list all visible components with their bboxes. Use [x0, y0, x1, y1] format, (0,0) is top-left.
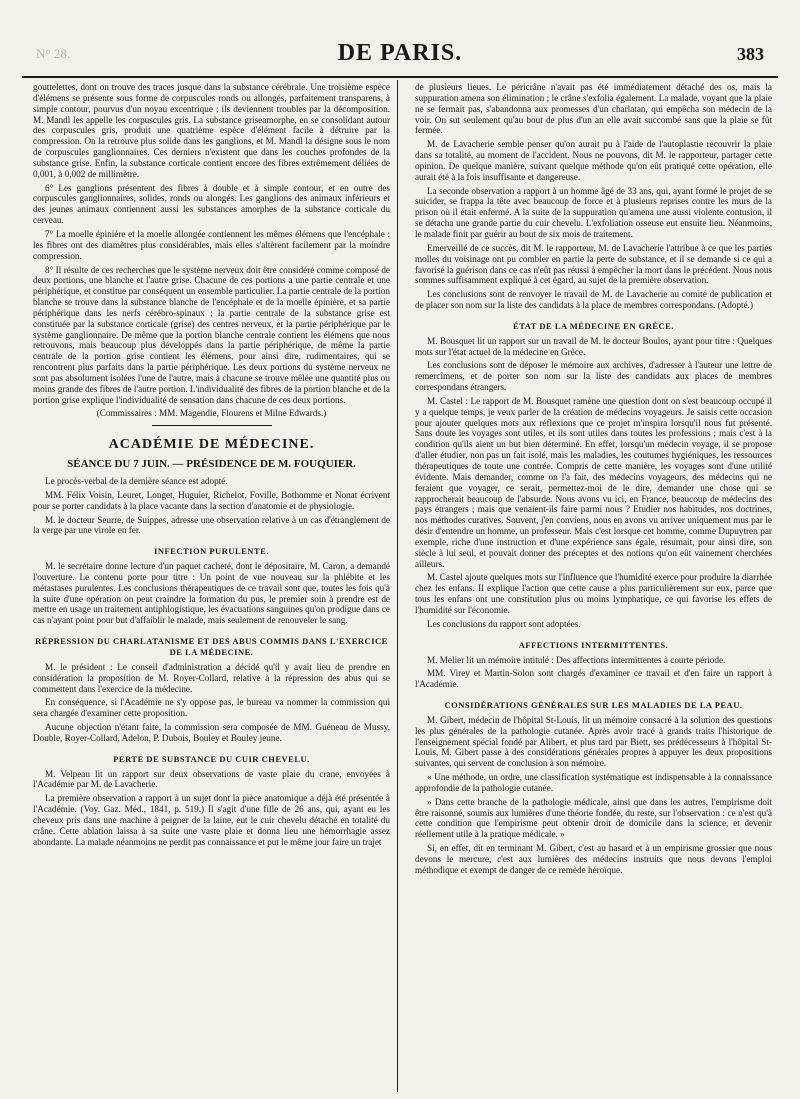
- paragraph: Les conclusions sont de renvoyer le travail de M. de Lavacherie au comité de publication et de placer son nom sur la liste des candidats à la place de membres correspondans. (Adopté.): [415, 289, 772, 311]
- issue-number: N° 28.: [36, 46, 71, 61]
- paragraph: Aucune objection n'étant faite, la commission sera composée de MM. Guéneau de Mussy, Double, Royer-Collard, Adelon, P. Dubois, Bouley et Bouley jeune.: [33, 722, 390, 743]
- paragraph: Si, en effet, dit en terminant M. Gibert, c'est au hasard et à un empirisme grossier que nous devons le mercure, c'est aux lumières des médecins instruits que nous devons l'emploi méthodique et exempt de danger de ce remède héroïque.: [415, 843, 772, 875]
- paragraph: M. Velpeau lit un rapport sur deux observations de vaste plaie du crane, envoyées à l'Académie par M. de Lavacherie.: [33, 768, 390, 790]
- paragraph: Les conclusions sont de déposer le mémoire aux archives, d'adresser à l'auteur une lettre de remercîmens, et de porter son nom sur la liste des candidats aux places de membres correspondans étrangers.: [415, 360, 772, 393]
- masthead: [20, 40, 780, 74]
- paragraph: M. Castel ajoute quelques mots sur l'influence que l'humidité exerce pour produire la diarrhée chez les enfans. Il explique l'action que cette cause a plus particulièrement sur eux, parce que tous les enfans ont une constitution plus ou moins lymphatique, ce qui favorise les effets de l'humidité sur l'économie.: [415, 572, 772, 615]
- header-rule: [22, 76, 778, 78]
- newspaper-title: DE PARIS.: [337, 40, 463, 66]
- section-heading: PERTE DE SUBSTANCE DU CUIR CHEVELU.: [113, 753, 310, 764]
- paragraph: de plusieurs lieues. Le péricrâne n'avait pas été immédiatement détaché des os, mais la suppuration amena son élimination ; le crâne s'exfolia également. La malade, voyant que la plaie ne se fermait pas, s'abandonna aux promesses d'un charlatan, qui empêcha son médecin de la voir. On sut seulement qu'au bout de plus d'un an elle avait succombé sans que la plaie se fût fermée.: [415, 82, 772, 136]
- paragraph: M. le secrétaire donne lecture d'un paquet cacheté, dont le dépositaire, M. Caron, a demandé l'ouverture. Le contenu porte pour titre : Un point de vue nouveau sur la phlébite et les métastases purulentes. Les conclusions thérapeutiques de ce travail sont que, toutes les fois qu'à la suite d'une opération on peut craindre la formation du pus, le premier soin à prendre est de mettre en usage un traitement antiphlogistique, les évacuations sanguines qu'on prodigue dans ce cas n'ayant point pour but d'affaiblir le malade, mais seulement de renouveler le sang.: [33, 561, 390, 626]
- paragraph: gouttelettes, dont on trouve des traces jusque dans la substance cérébrale. Une troisième espèce d'élémens se présente sous forme de corpuscules ronds ou allongés, parfaitement transparens, à simple contour, pourvus d'un noyau excentrique ; ils deviennent troubles par la décomposition. M. Mandl les appelle les corpuscules gris. La substance griseamorphe, en se consolidant autour des corpuscules gris, produit une quatrième espèce d'élément facile à détruire par la compression. On la retrouve plus solide dans les ganglions, et M. Mandl la désigne sous le nom de corpuscules ganglionnaires. Ces derniers n'existent que dans les couches profondes de la substance grise. Enfin, la substance corticale contient encore des fibres extrêmement déliées de 0,001, à 0,002 de millimètre.: [33, 82, 390, 179]
- section-divider: [152, 425, 272, 426]
- section-heading: INFECTION PURULENTE.: [154, 546, 269, 557]
- left-column: [33, 82, 390, 1092]
- paragraph: M. Castel : Le rapport de M. Bousquet ramène une question dont on s'est beaucoup occupé il y a quelque temps, je veux parler de la création de médecins voyageurs. Je saisis cette occasion pour ajouter quelques mots aux réflexions que ce projet m'inspira lorsqu'il nous fut présenté. Sans doute les voyages sont utiles, et ils sont utiles dans toutes les professions ; mais c'est à la condition qu'ils aient un but bien déterminé. En effet, lorsqu'un médecin voyage, il se propose d'aller étudier, non pas un fait isolé, mais les maladies, les coutumes hygiéniques, les ressources thérapeutiques de toute une contrée. Compris de cette manière, les voyages sont d'une utilité évidente. Mais demander, comme on l'a fait, des médecins voyageurs, des médecins qui ne feraient que voyager, ce serait, permettez-moi de le dire, demander une chose qui se rapprocherait beaucoup de l'absurde. Nous avons vu ici, en France, beaucoup de médecins des pays étrangers ; mais que venaient-ils faire parmi nous ? Etudier nos habitudes, nos doctrines, nos méthodes curatives. Souvent, j'en conviens, nous en avons vu arriver uniquement mus par le désir d'entendre un homme, un professeur. Mais c'est lorsque cet homme, comme Dupuytren par exemple, riche d'une instruction et d'une expérience sans égale, résumait, pour ainsi dire, son siècle à lui seul, et pouvait donner des préceptes et des notions qu'on eût vainement cherchées ailleurs.: [415, 395, 772, 569]
- paragraph: La seconde observation a rapport à un homme âgé de 33 ans, qui, ayant formé le projet de se suicider, se frappa la tête avec beaucoup de force et à plusieurs reprises contre les murs de la prison où il était enfermé. A la suite de la suppuration qu'amena une aussi violente contusion, il se détacha une grande partie du cuir chevelu. L'exfoliation osseuse eut ensuite lieu. Néanmoins, le malade finit par guérir au bout de six mois de traitement.: [415, 185, 772, 239]
- paragraph: MM. Virey et Martin-Solon sont chargés d'examiner ce travail et d'en faire un rapport à l'Académie.: [415, 668, 772, 690]
- section-heading: RÉPRESSION DU CHARLATANISME ET DES ABUS COMMIS DANS L'EXERCICE DE LA MÉDECINE.: [35, 636, 388, 657]
- session-heading: SÉANCE DU 7 JUIN. — PRÉSIDENCE DE M. FOUQUIER.: [67, 458, 356, 471]
- section-heading: CONSIDÉRATIONS GÉNÉRALES SUR LES MALADIES DE LA PEAU.: [444, 700, 743, 711]
- paragraph: M. Melier lit un mémoire intitulé : Des affections intermittentes à courte période.: [427, 654, 726, 665]
- right-column: [415, 82, 772, 1092]
- section-heading: AFFECTIONS INTERMITTENTES.: [518, 639, 669, 650]
- paragraph: La première observation a rapport à un sujet dont la pièce anatomique a déjà été présentée à l'Académie. (Voy. Gaz. Méd., 1841, p. 519.) Il s'agit d'une fille de 26 ans, qui, ayant eu les cheveux pris dans une machine à peigner de la laine, eut le cuir chevelu détaché en totalité du crâne. Cette ablation laissa à sa suite une vaste plaie et donna lieu une hémorrhagie assez abondante. La malade néanmoins ne perdit pas connaissance et put le même jour faire un trajet: [33, 793, 390, 847]
- paragraph: 7° La moelle épinière et la moelle allongée contiennent les mêmes élémens que l'encéphale : les fibres ont des diamètres plus considérables, mais elles s'altèrent facilement par la moindre compression.: [33, 228, 390, 261]
- paragraph: « Une méthode, un ordre, une classification systématique est indispensable à la connaissance approfondie de la pathologie cutanée.: [415, 772, 772, 793]
- academy-heading: ACADÉMIE DE MÉDECINE.: [108, 437, 315, 453]
- paragraph: En conséquence, si l'Académie ne s'y oppose pas, le bureau va nommer la commission qui sera chargée d'examiner cette proposition.: [33, 697, 390, 719]
- paragraph: M. Bousquet lit un rapport sur un travail de M. le docteur Boulos, ayant pour titre : Quelques mots sur l'état actuel de la médecine en Grèce.: [415, 335, 772, 357]
- paragraph: 8° Il résulte de ces recherches que le système nerveux doit être considéré comme composé de deux portions, une blanche et l'autre grise. Chacune de ces portions a une partie centrale et une périphérique, et constitue par conséquent un ensemble particulier. La partie centrale de la portion blanche se trouve dans la substance blanche de l'encéphale et de la moelle épinière, et sa partie périphérique dans les nerfs cérébro-spinaux ; la partie centrale de la substance grise est constituée par la substance corticale (grise) des centres nerveux, et la partie périphérique par le système ganglionnaire. De même que la portion blanche centrale contient les élémens que nous retrouvons, mais beaucoup plus développés dans la partie périphérique, de même la partie centrale de la portion grise contient les élémens, pour ainsi dire, rudimentaires, qui se rencontrent plus parfaits dans la partie périphérique. Les deux portions du système nerveux ne sont pas absolument isolées l'une de l'autre, mais à chacune se trouve mêlée une quantité plus ou moins grande des fibres de l'autre portion. L'individualité des fibres de la portion blanche et de la portion grise explique l'individualité de sensation dans chacune de ces deux portions.: [33, 264, 390, 405]
- paragraph: 6° Les ganglions présentent des fibres à double et à simple contour, et en outre des corpuscules ganglionnaires, solides, ronds ou alongés. Les ganglions des animaux inférieurs et des jeunes animaux contiennent aussi les substances amorphes de la substance corticale du cerveau.: [33, 182, 390, 226]
- paragraph: M. de Lavacherie semble penser qu'on aurait pu à l'aide de l'autoplastie recouvrir la plaie dans sa totalité, au moment de l'accident. Nous ne pouvons, dit M. le rapporteur, partager cette opinion. De quelque manière, suivant quelque méthode qu'on eût pratiqué cette opération, elle aurait été à la fois insuffisante et dangereuse.: [415, 139, 772, 182]
- paragraph: Le procès-verbal de la dernière séance est adopté.: [45, 476, 228, 486]
- commissioners-note: (Commissaires : MM. Magendie, Flourens et Milne Edwards.): [96, 408, 327, 419]
- section-heading: ÉTAT DE LA MÉDECINE EN GRÈCE.: [513, 320, 674, 331]
- paragraph: » Dans cette branche de la pathologie médicale, ainsi que dans les autres, l'empirisme doit être raisonné, soumis aux lumières d'une théorie fondée, du reste, sur l'observation : ce n'est qu'à cette condition que l'empirisme peut obtenir droit de domicile dans la science, et devenir réellement utile à la pratique médicale. »: [415, 796, 772, 840]
- column-separator: [397, 80, 398, 1092]
- paragraph: MM. Félix Voisin, Leuret, Longet, Huguier, Richelot, Foville, Bothomme et Nonat écrivent pour se porter candidats à la place vacante dans la section d'anatomie et de physiologie.: [33, 489, 390, 511]
- paragraph: Les conclusions du rapport sont adoptées.: [427, 618, 581, 629]
- paragraph: M. Gibert, médecin de l'hôpital St-Louis, lit un mémoire consacré à la solution des questions les plus générales de la pathologie cutanée. Après avoir tracé à grands traits l'historique de l'enseignement spécial fondé par Alibert, et plus tard par Biett, ses prédécesseurs à l'hôpital St-Louis, M. Gibert passe à des considérations générales propres à appuyer les deux propositions suivantes, qui servent de conclusion à son mémoire.: [415, 714, 772, 769]
- page-number: 383: [737, 44, 764, 64]
- paragraph: Emerveillé de ce succès, dit M. le rapporteur, M. de Lavacherie l'attribue à ce que les parties molles du voisinage ont pu combler en partie la perte de substance, et il se demande si ce qui a favorisé la guérison dans ce cas n'eût pas réussi à empêcher la mort dans le précédent. Nous nous sommes suffisamment expliqué à cet égard, au sujet de la première observation.: [415, 242, 772, 286]
- paragraph: M. le docteur Seurre, de Suippes, adresse une observation relative à un cas d'étranglement de la verge par une virole en fer.: [33, 514, 390, 536]
- paragraph: M. le président : Le conseil d'administration a décidé qu'il y avait lieu de prendre en considération la proposition de M. Royer-Collard, relative à la répression des abus qui se commettent dans l'exercice de la médecine.: [33, 661, 390, 694]
